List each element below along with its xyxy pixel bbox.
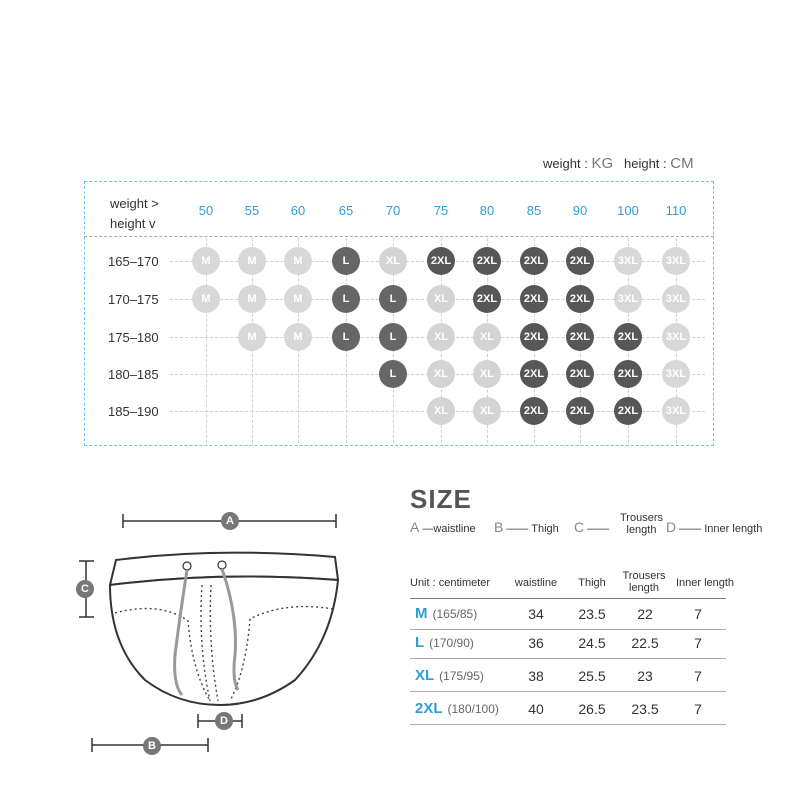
size-circle: XL [473,397,501,425]
label-c-badge: C [76,580,94,598]
size-circle: 2XL [566,397,594,425]
size-circle: XL [427,285,455,313]
table-cell: 7 [694,701,702,717]
unit-header: Unit : centimeter [410,577,491,589]
size-circle: 3XL [614,247,642,275]
size-circle: 2XL [614,360,642,388]
size-circle: 3XL [614,285,642,313]
size-circle: XL [427,360,455,388]
size-circle: 2XL [614,397,642,425]
briefs-body [110,576,338,705]
size-height-waist: (165/85) [432,607,478,621]
size-circle: 3XL [662,285,690,313]
size-circle: 2XL [566,247,594,275]
table-cell: 36 [528,635,544,651]
size-circle: L [332,323,360,351]
legend-c-label: Trousers length [620,512,663,536]
size-height-waist: (175/95) [439,669,484,683]
table-cell: 23.5 [631,701,659,717]
legend-a: A ―waistline [410,519,476,535]
size-row-label [415,634,474,652]
weight-header: 85 [526,203,542,218]
size-circle: 2XL [520,323,548,351]
size-circle: 2XL [427,247,455,275]
size-row-label [415,667,484,685]
size-row-label [415,605,477,623]
size-circle: M [284,247,312,275]
size-circle: M [238,247,266,275]
size-circle: M [192,247,220,275]
size-circle: XL [473,360,501,388]
table-cell: 26.5 [578,701,606,717]
weight-header: 50 [198,203,214,218]
size-circle: XL [427,397,455,425]
height-header: 175–180 [108,330,159,345]
size-circle: L [332,285,360,313]
header-waistline: waistline [514,577,558,589]
size-circle: XL [427,323,455,351]
header-inner-length: Inner length [675,577,735,589]
grid-weight-label: weight > [110,196,159,211]
weight-header: 55 [244,203,260,218]
size-circle: 2XL [566,285,594,313]
size-circle: M [192,285,220,313]
size-title: SIZE [410,484,472,514]
size-circle: M [284,323,312,351]
header-trousers-length: Trousers length [622,570,666,594]
table-cell: 23 [637,668,653,684]
label-b-badge: B [143,737,161,755]
size-name: L [415,634,425,651]
table-cell: 34 [528,606,544,622]
weight-header: 75 [433,203,449,218]
weight-header: 110 [665,203,687,218]
size-name: 2XL [415,700,443,717]
size-circle: 2XL [566,323,594,351]
height-header: 170–175 [108,292,159,307]
size-circle: XL [473,323,501,351]
table-cell: 7 [694,606,702,622]
header-thigh: Thigh [578,577,606,589]
weight-header: 70 [385,203,401,218]
grid-height-label: height v [110,216,156,231]
table-row-divider [410,691,726,692]
size-circle: 3XL [662,397,690,425]
table-cell: 24.5 [578,635,606,651]
weight-header: 60 [290,203,306,218]
size-circle: 3XL [662,360,690,388]
size-circle: M [284,285,312,313]
weight-header: 65 [338,203,354,218]
legend-c: C ―― [574,519,610,535]
size-circle: L [379,360,407,388]
table-cell: 40 [528,701,544,717]
height-header: 185–190 [108,404,159,419]
height-header: 180–185 [108,367,159,382]
size-circle: M [238,285,266,313]
size-name: XL [415,667,435,684]
label-d-badge: D [215,712,233,730]
height-header: 165–170 [108,254,159,269]
size-row-label [415,700,499,718]
size-circle: L [332,247,360,275]
size-circle: 3XL [662,323,690,351]
weight-header: 80 [479,203,495,218]
size-circle: 2XL [520,397,548,425]
table-cell: 22.5 [631,635,659,651]
size-circle: XL [379,247,407,275]
weight-header: 90 [572,203,588,218]
table-cell: 23.5 [578,606,606,622]
size-circle: 2XL [520,285,548,313]
table-cell: 7 [694,635,702,651]
size-circle: 2XL [473,247,501,275]
weight-header: 100 [617,203,639,218]
table-cell: 7 [694,668,702,684]
size-circle: 2XL [566,360,594,388]
table-cell: 38 [528,668,544,684]
size-circle: L [379,285,407,313]
size-circle: 2XL [520,247,548,275]
grid-header-divider [84,236,714,237]
unit-label: weight : KG height : CM [543,155,694,172]
legend-d: D ―― Inner length [666,519,763,535]
table-row-divider [410,658,726,659]
legend-b: B ―― Thigh [494,519,559,535]
size-circle: M [238,323,266,351]
table-cell: 25.5 [578,668,606,684]
size-circle: 2XL [520,360,548,388]
size-circle: 3XL [662,247,690,275]
size-circle: 2XL [473,285,501,313]
size-name: M [415,605,428,622]
table-divider [410,598,726,599]
size-height-waist: (170/90) [429,636,474,650]
size-height-waist: (180/100) [447,702,499,716]
table-row-divider [410,629,726,630]
table-cell: 22 [637,606,653,622]
size-circle: 2XL [614,323,642,351]
table-row-divider [410,724,726,725]
label-a-badge: A [221,512,239,530]
size-circle: L [379,323,407,351]
